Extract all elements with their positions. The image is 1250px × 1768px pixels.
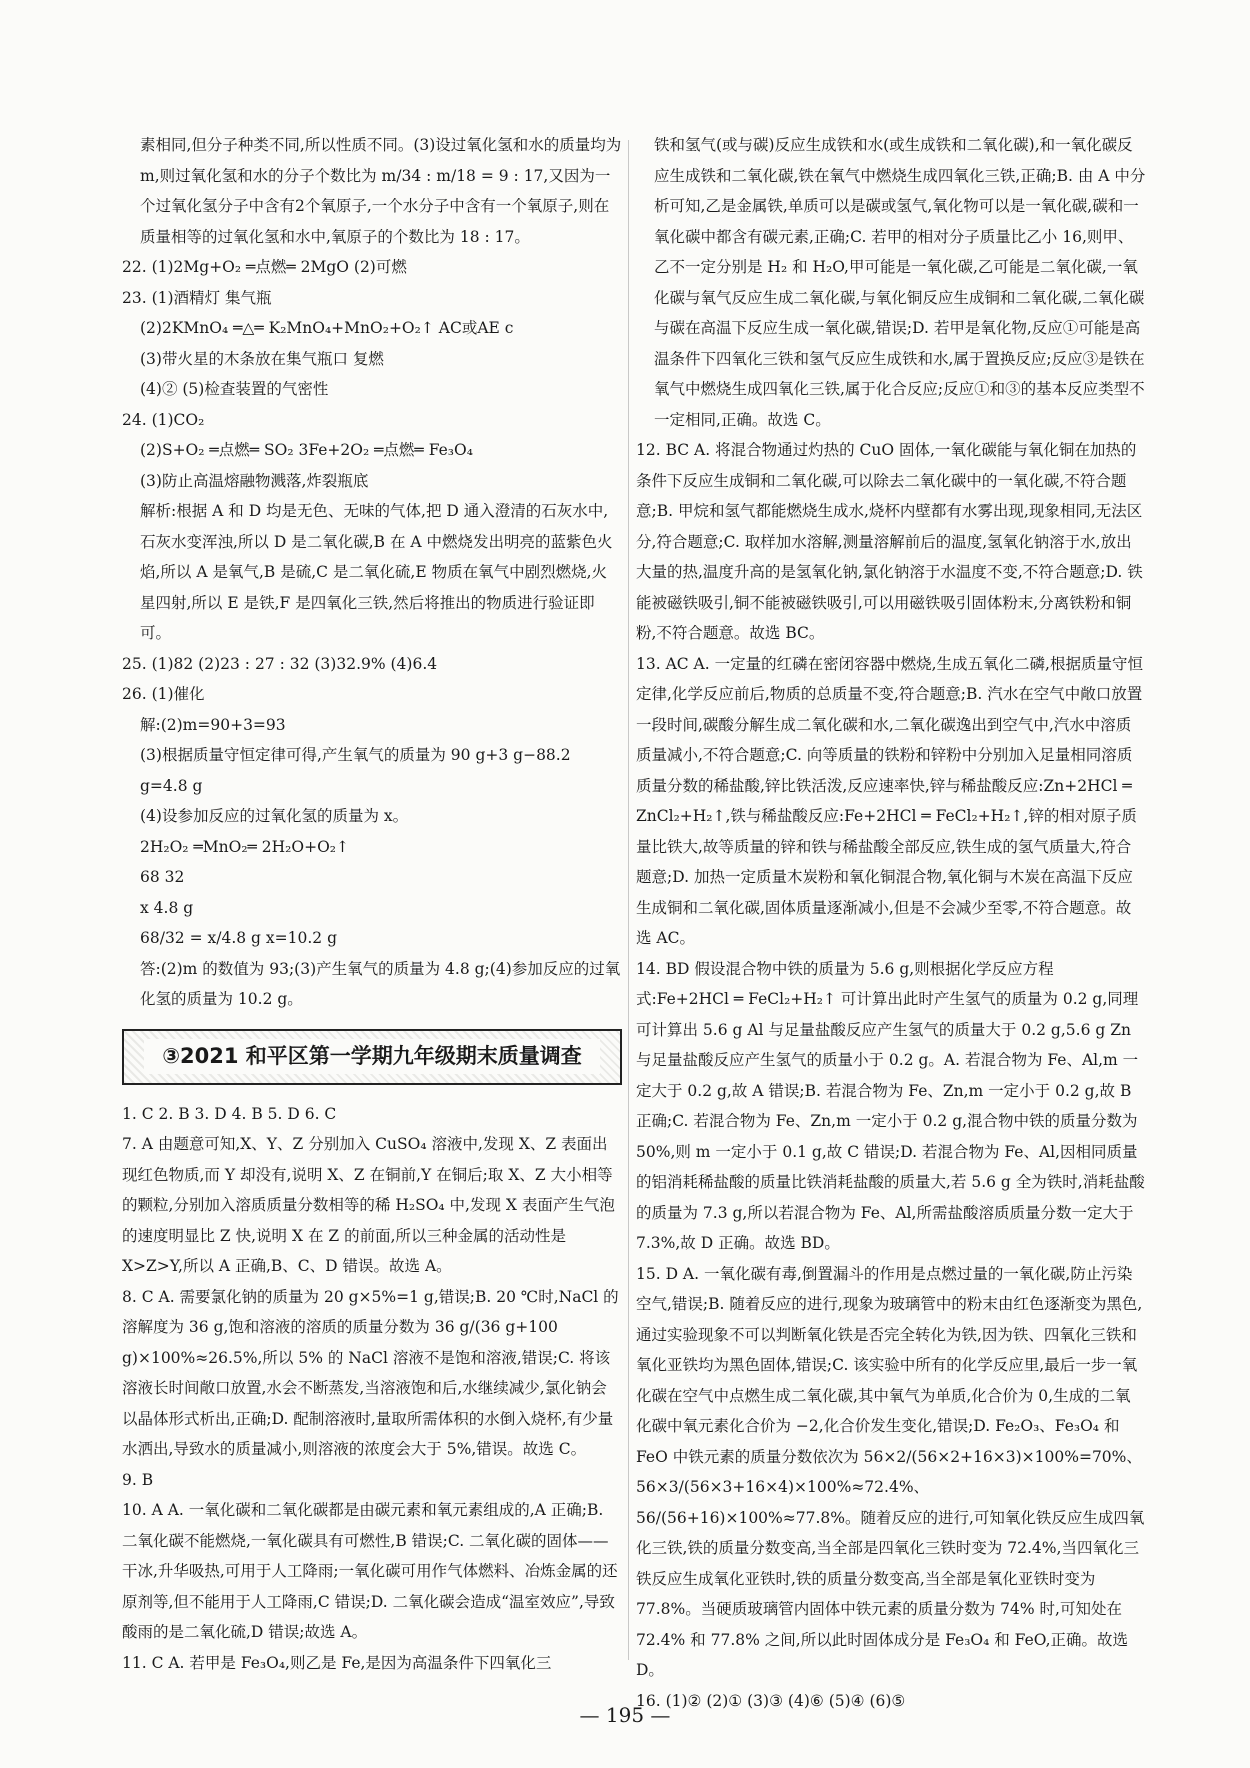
answer-paragraph: 15. D A. 一氧化碳有毒,倒置漏斗的作用是点燃过量的一氧化碳,防止污染空气,错误;B. 随着反应的进行,现象为玻璃管中的粉末由红色逐渐变为黑色,通过实验现象不可以判断氧化铁是否完全转化为铁,因为铁、四氧化三铁和氧化亚铁均为黑色固体,错误;C. 该实验中所有的化学反应里,最后一步一氧化碳在空气中点燃生成二氧化碳,其中氧气为单质,化合价为 0,生成的二氧化碳中氧元素化合价为 −2,化合价发生变化,错误;D. Fe₂O₃、Fe₃O₄ 和 FeO 中铁元素的质量分数依次为 56×2/(56×2+16×3)×100%=70%、56×3/(56×3+16×4)×100%≈72.4%、56/(56+16)×100%≈77.8%。随着反应的进行,可知氧化铁反应生成四氧化三铁,铁的质量分数变高,当全部是四氧化三铁时变为 72.4%,当四氧化三铁反应生成氧化亚铁时,铁的质量分数变高,当全部是氧化亚铁时变为 77.8%。当硬质玻璃管内固体中铁元素的质量分数为 74% 时,可知处在 72.4% 和 77.8% 之间,所以此时固体成分是 Fe₃O₄ 和 FeO,正确。故选 D。 xyxy=(636,1264,1145,1679)
answer-paragraph: 16. (1)② (2)① (3)③ (4)⑥ (5)④ (6)⑤ xyxy=(636,1691,906,1710)
answer-paragraph: 12. BC A. 将混合物通过灼热的 CuO 固体,一氧化碳能与氧化铜在加热的条件下反应生成铜和二氧化碳,可以除去二氧化碳中的一氧化碳,不符合题意;B. 甲烷和氢气都能燃烧生成水,烧杯内壁都有水雾出现,现象相同,无法区分,符合题意;C. 取样加水溶解,测量溶解前后的温度,氢氧化钠溶于水,放出大量的热,温度升高的是氢氧化钠,氯化钠溶于水温度不变,不符合题意;D. 铁能被磁铁吸引,铜不能被磁铁吸引,可以用磁铁吸引固体粉末,分离铁粉和铜粉,不符合题意。故选 BC。 xyxy=(636,441,1143,642)
answer-paragraph: 13. AC A. 一定量的红磷在密闭容器中燃烧,生成五氧化二磷,根据质量守恒定律,化学反应前后,物质的总质量不变,符合题意;B. 汽水在空气中敞口放置一段时间,碳酸分解生成二氧化碳和水,二氧化碳逸出到空气中,汽水中溶质质量减小,不符合题意;C. 向等质量的铁粉和锌粉中分别加入足量相同溶质质量分数的稀盐酸,锌比铁活泼,反应速率快,锌与稀盐酸反应:Zn+2HCl ═ ZnCl₂+H₂↑,铁与稀盐酸反应:Fe+2HCl ═ FeCl₂+H₂↑,锌的相对原子质量比铁大,故等质量的锌和铁与稀盐酸全部反应,铁生成的氢气质量大,符合题意;D. 加热一定质量木炭粉和氧化铜混合物,氧化铜与木炭在高温下反应生成铜和二氧化碳,固体质量逐渐减小,但是不会减少至零,不符合题意。故选 AC。 xyxy=(636,654,1143,947)
answer-paragraph: 1. C 2. B 3. D 4. B 5. D 6. C xyxy=(122,1104,337,1123)
section-title: ③2021 和平区第一学期九年级期末质量调查 xyxy=(144,1039,600,1074)
answer-paragraph: 11. C A. 若甲是 Fe₃O₄,则乙是 Fe,是因为高温条件下四氧化三 xyxy=(122,1653,552,1672)
answer-paragraph: (3)根据质量守恒定律可得,产生氧气的质量为 90 g+3 g−88.2 g=4.8 g xyxy=(140,746,571,795)
answer-paragraph: 14. BD 假设混合物中铁的质量为 5.6 g,则根据化学反应方程式:Fe+2HCl ═ FeCl₂+H₂↑ 可计算出此时产生氢气的质量为 0.2 g,同理可计算出 5.6 g Al 与足量盐酸反应产生氢气的质量大于 0.2 g,5.6 g Zn 与足量盐酸反应产生氢气的质量小于 0.2 g。A. 若混合物为 Fe、Al,m 一定大于 0.2 g,故 A 错误;B. 若混合物为 Fe、Zn,m 一定小于 0.2 g,故 B 正确;C. 若混合物为 Fe、Zn,m 一定小于 0.2 g,混合物中铁的质量分数为 50%,则 m 一定小于 0.1 g,故 C 错误;D. 若混合物为 Fe、Al,因相同质量的铝消耗稀盐酸的质量比铁消耗盐酸的质量大,若 5.6 g 全为铁时,消耗盐酸的质量为 7.3 g,所以若混合物为 Fe、Al,所需盐酸溶质质量分数一定大于 7.3%,故 D 正确。故选 BD。 xyxy=(636,959,1145,1252)
answer-paragraph: (3)防止高温熔融物溅落,炸裂瓶底 xyxy=(140,471,369,490)
answer-paragraph: 解:(2)m=90+3=93 xyxy=(140,715,286,734)
page-number: — 195 — xyxy=(579,1703,671,1727)
answer-paragraph: 答:(2)m 的数值为 93;(3)产生氧气的质量为 4.8 g;(4)参加反应的过氧化氢的质量为 10.2 g。 xyxy=(140,959,621,1008)
answer-paragraph: 8. C A. 需要氯化钠的质量为 20 g×5%=1 g,错误;B. 20 ℃时,NaCl 的溶解度为 36 g,饱和溶液的溶质的质量分数为 36 g/(36 g+100 g)×100%≈26.5%,所以 5% 的 NaCl 溶液不是饱和溶液,错误;C. 将该溶液长时间敞口放置,水会不断蒸发,当溶液饱和后,水继续减少,氯化钠会以晶体形式析出,正确;D. 配制溶液时,量取所需体积的水倒入烧杯,有少量水洒出,导致水的质量减小,则溶液的浓度会大于 5%,错误。故选 C。 xyxy=(122,1287,619,1458)
answer-paragraph: 素相同,但分子种类不同,所以性质不同。(3)设过氧化氢和水的质量均为 m,则过氧化氢和水的分子个数比为 m/34 : m/18 = 9 : 17,又因为一个过氧化氢分子中含有2个氧原子,一个水分子中含有一个氧原子,则在质量相等的过氧化氢和水中,氧原子的个数比为 18 : 17。 xyxy=(140,136,622,246)
answer-paragraph: (2)2KMnO₄ ═△═ K₂MnO₄+MnO₂+O₂↑ AC或AE c xyxy=(140,319,514,337)
answer-paragraph: (2)S+O₂ ═点燃═ SO₂ 3Fe+2O₂ ═点燃═ Fe₃O₄ xyxy=(140,441,473,459)
answer-paragraph: (4)② (5)检查装置的气密性 xyxy=(140,380,329,398)
answer-paragraph: 2H₂O₂ ═MnO₂═ 2H₂O+O₂↑ xyxy=(140,837,350,856)
answer-paragraph: 解析:根据 A 和 D 均是无色、无味的气体,把 D 通入澄清的石灰水中,石灰水变浑浊,所以 D 是二氧化碳,B 在 A 中燃烧发出明亮的蓝紫色火焰,所以 A 是氧气,B 是硫,C 是二氧化硫,E 物质在氧气中剧烈燃烧,火星四射,所以 E 是铁,F 是四氧化三铁,然后将推出的物质进行验证即可。 xyxy=(140,502,613,642)
answer-paragraph: 22. (1)2Mg+O₂ ═点燃═ 2MgO (2)可燃 xyxy=(122,258,407,276)
answer-paragraph: (4)设参加反应的过氧化氢的质量为 x。 xyxy=(140,807,409,825)
answer-paragraph: (3)带火星的木条放在集气瓶口 复燃 xyxy=(140,349,384,368)
column-divider xyxy=(628,140,629,1660)
left-column xyxy=(122,130,622,1678)
answer-paragraph: 68/32 = x/4.8 g x=10.2 g xyxy=(140,929,337,947)
answer-paragraph: 25. (1)82 (2)23 : 27 : 32 (3)32.9% (4)6.4 xyxy=(122,654,438,673)
answer-paragraph: 23. (1)酒精灯 集气瓶 xyxy=(122,288,272,307)
answer-paragraph: x 4.8 g xyxy=(140,898,194,917)
right-column xyxy=(636,130,1146,1716)
answer-paragraph: 铁和氢气(或与碳)反应生成铁和水(或生成铁和二氧化碳),和一氧化碳反应生成铁和二氧化碳,铁在氧气中燃烧生成四氧化三铁,正确;B. 由 A 中分析可知,乙是金属铁,单质可以是碳或氢气,氧化物可以是一氧化碳,碳和一氧化碳中都含有碳元素,正确;C. 若甲的相对分子质量比乙小 16,则甲、乙不一定分别是 H₂ 和 H₂O,甲可能是一氧化碳,乙可能是二氧化碳,一氧化碳与氧气反应生成二氧化碳,与氧化铜反应生成铜和二氧化碳,二氧化碳与碳在高温下反应生成一氧化碳,错误;D. 若甲是氧化物,反应①可能是高温条件下四氧化三铁和氢气反应生成铁和水,属于置换反应;反应③是铁在氧气中燃烧生成四氧化三铁,属于化合反应;反应①和③的基本反应类型不一定相同,正确。故选 C。 xyxy=(654,136,1146,429)
answer-paragraph: 24. (1)CO₂ xyxy=(122,410,205,429)
answer-paragraph: 9. B xyxy=(122,1470,154,1489)
answer-paragraph: 10. A A. 一氧化碳和二氧化碳都是由碳元素和氧元素组成的,A 正确;B. 二氧化碳不能燃烧,一氧化碳具有可燃性,B 错误;C. 二氧化碳的固体——干冰,升华吸热,可用于人工降雨;一氧化碳可用作气体燃料、冶炼金属的还原剂等,但不能用于人工降雨,C 错误;D. 二氧化碳会造成“温室效应”,导致酸雨的是二氧化硫,D 错误;故选 A。 xyxy=(122,1501,618,1641)
answer-paragraph: 7. A 由题意可知,X、Y、Z 分别加入 CuSO₄ 溶液中,发现 X、Z 表面出现红色物质,而 Y 却没有,说明 X、Z 在铜前,Y 在铜后;取 X、Z 大小相等的颗粒,分别加入溶质质量分数相等的稀 H₂SO₄ 中,发现 X 表面产生气泡的速度明显比 Z 快,说明 X 在 Z 的前面,所以三种金属的活动性是 X>Z>Y,所以 A 正确,B、C、D 错误。故选 A。 xyxy=(122,1135,615,1275)
answer-paragraph: 26. (1)催化 xyxy=(122,685,205,703)
section-title-banner xyxy=(122,1029,622,1085)
answer-paragraph: 68 32 xyxy=(140,868,185,886)
